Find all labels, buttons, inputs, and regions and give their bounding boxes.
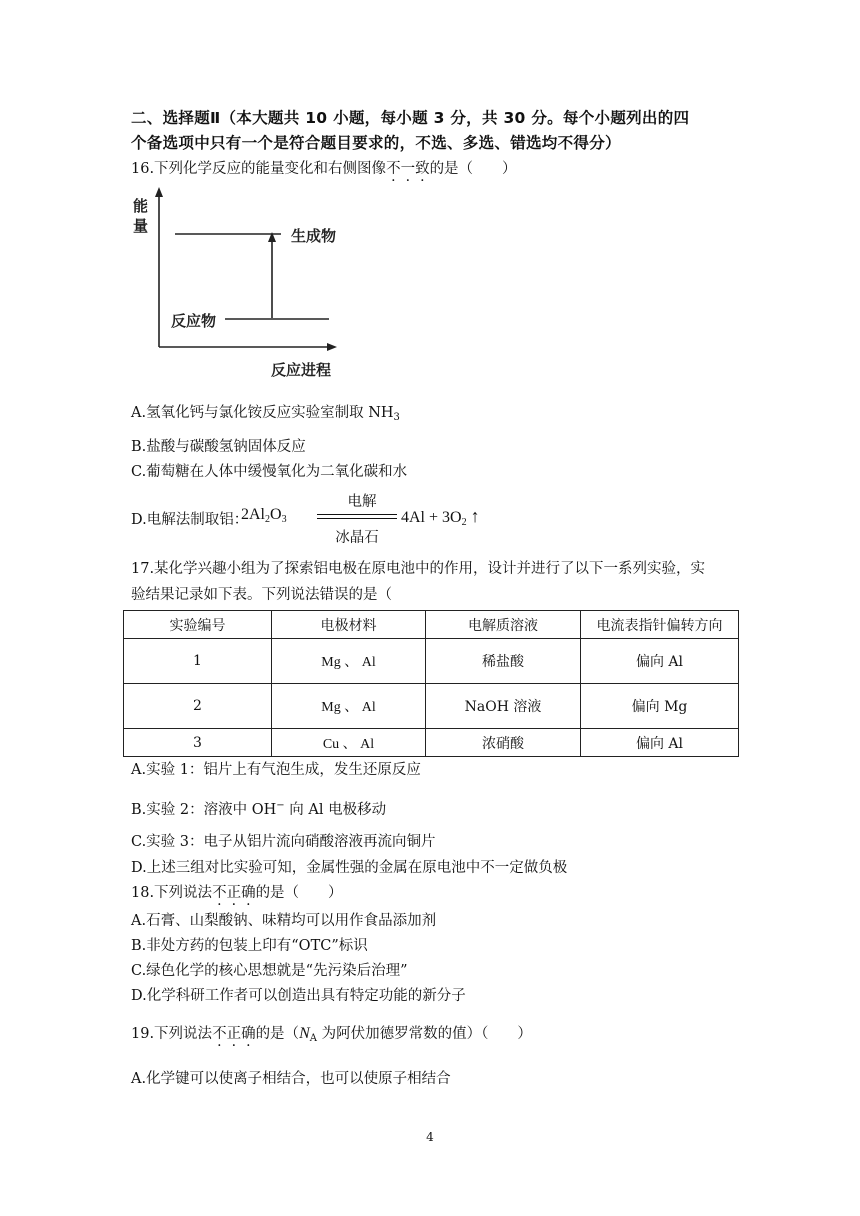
q18-option-b: B.非处方药的包装上印有“OTC”标识: [131, 938, 368, 954]
emphasis-char: 正: [226, 1026, 242, 1042]
reactant-label: 反应物: [171, 312, 217, 330]
energy-diagram: [131, 185, 356, 385]
equation-product: $4Al + 3O_2$ ↑: [401, 506, 480, 528]
condition-top: 电解: [347, 494, 377, 510]
table-header-cell: 电流表指针偏转方向: [581, 611, 739, 639]
table-row: [124, 729, 739, 757]
table-cell: 偏向 Al: [581, 729, 739, 757]
table-cell: 2: [124, 684, 272, 729]
q18-option-c: C.绿色化学的核心思想就是“先污染后治理”: [131, 963, 408, 979]
table-cell: 3: [124, 729, 272, 757]
table-header-cell: 实验编号: [124, 611, 272, 639]
table-header-cell: 电极材料: [272, 611, 426, 639]
emphasis-char: 不: [386, 161, 401, 177]
q17-stem-line2: 验结果记录如下表。下列说法错误的是（: [131, 587, 392, 603]
section-heading-line2: 个备选项中只有一个是符合题目要求的，不选、多选、错选均不得分）: [131, 134, 621, 152]
condition-bottom: 冰晶石: [335, 530, 379, 546]
q16-emphasis: [386, 161, 430, 177]
table-cell: 偏向 Mg: [581, 684, 739, 729]
q16-option-c: C.葡萄糖在人体中缓慢氧化为二氧化碳和水: [131, 464, 408, 480]
q19-option-a: A.化学键可以使离子相结合，也可以使原子相结合: [131, 1071, 451, 1087]
q17-option-c: C.实验 3：电子从铝片流向硝酸溶液再流向铜片: [131, 834, 436, 850]
y-axis-label-1: 能: [133, 197, 149, 215]
table-cell: NaOH 溶液: [426, 684, 581, 729]
table-cell: Mg 、 Al: [272, 684, 426, 729]
q18-emphasis: [212, 885, 256, 901]
y-axis-arrowhead: [155, 187, 163, 197]
q19-emphasis: [212, 1026, 256, 1042]
q17-option-a: A.实验 1：铝片上有气泡生成，发生还原反应: [131, 762, 421, 778]
emphasis-char: 致: [415, 161, 430, 177]
x-axis-arrowhead: [327, 343, 337, 351]
section-heading-line1: 二、选择题Ⅱ（本大题共 10 小题，每小题 3 分，共 30 分。每个小题列出的四: [131, 109, 690, 127]
equation-reactant: $2Al_2O_3$: [241, 506, 287, 525]
q18-option-a: A.石膏、山梨酸钠、味精均可以用作食品添加剂: [131, 913, 437, 929]
table-row: [124, 639, 739, 684]
equation-equals: [317, 514, 397, 519]
x-axis-label: 反应进程: [271, 361, 332, 379]
experiment-table: [123, 610, 739, 757]
y-axis-label-2: 量: [133, 217, 149, 235]
q17-option-d: D.上述三组对比实验可知，金属性强的金属在原电池中不一定做负极: [131, 860, 568, 876]
table-cell: Cu 、 Al: [272, 729, 426, 757]
q17-option-b: B.实验 2：溶液中 OH− 向 Al 电极移动: [131, 800, 387, 818]
table-cell: 稀盐酸: [426, 639, 581, 684]
table-cell: 1: [124, 639, 272, 684]
q17-stem-line1: 17.某化学兴趣小组为了探索铝电极在原电池中的作用，设计并进行了以下一系列实验，实: [131, 561, 706, 577]
table-header-row: [124, 611, 739, 639]
q16-option-b: B.盐酸与碳酸氢钠固体反应: [131, 439, 306, 455]
emphasis-char: 确: [241, 885, 256, 901]
table-cell: 浓硝酸: [426, 729, 581, 757]
emphasis-char: 正: [226, 885, 242, 901]
q16-option-a: A.氢氧化钙与氯化铵反应实验室制取 $NH_3$: [131, 405, 400, 423]
emphasis-char: 确: [241, 1026, 256, 1042]
product-label: 生成物: [291, 227, 337, 245]
table-cell: 偏向 Al: [581, 639, 739, 684]
page-number: 4: [426, 1130, 434, 1144]
q18-stem: 18.下列说法不正确的是（ ）: [131, 885, 343, 901]
table-cell: Mg 、 Al: [272, 639, 426, 684]
emphasis-char: 不: [212, 885, 227, 901]
q19-stem: 19.下列说法不正确的是（$N_A$ 为阿伏加德罗常数的值）（ ）: [131, 1025, 532, 1044]
table-row: [124, 684, 739, 729]
table-header-cell: 电解质溶液: [426, 611, 581, 639]
q18-option-d: D.化学科研工作者可以创造出具有特定功能的新分子: [131, 988, 466, 1004]
emphasis-char: 不: [212, 1026, 227, 1042]
emphasis-char: 一: [400, 161, 416, 177]
q16-stem: 16.下列化学反应的能量变化和右侧图像不一致的是（ ）: [131, 161, 517, 177]
